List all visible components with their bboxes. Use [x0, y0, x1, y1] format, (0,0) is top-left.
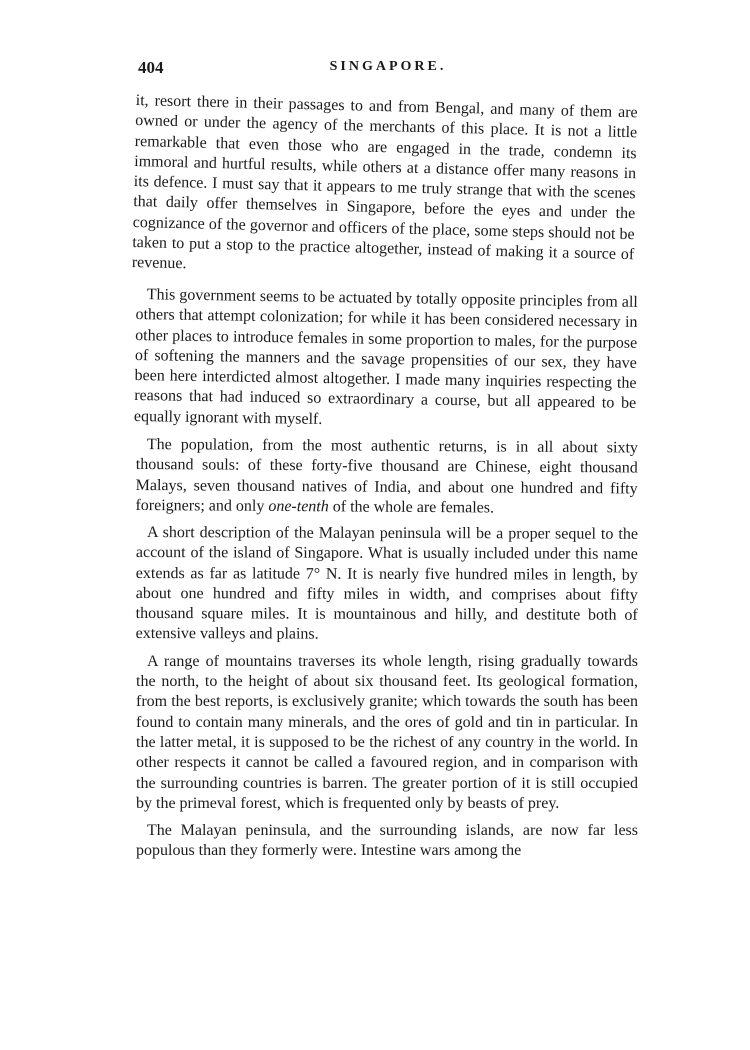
population-text-after: of the whole are females. [328, 497, 495, 517]
page-number: 404 [138, 58, 164, 77]
population-text-before: The population, from the most authentic returns, is in all about sixty thousand souls: of these forty-five thousand are Chinese, eight thousand Malays, seven thousand natives of India, and about one hundred and fifty foreigners; and only [135, 435, 638, 515]
paragraph-mountains-geology: A range of mountains traverses its whole length, rising gradually towards the north, to the height of about six thousand feet. Its geological formation, from the best reports, is exclusively granite; which towards the south has been found to contain many minerals, and the ores of gold and tin in particular. In the latter metal, it is supposed to be the richest of any country in the world. In other respects it cannot be called a favoured region, and in comparison with the surrounding countries is barren. The greater portion of it is still occupied by the primeval forest, which is frequented only by beasts of prey. [136, 652, 638, 812]
paragraph-government-females: This government seems to be actuated by totally opposite principles from all others that attempt colonization; for while it has been considered necessary in other places to introduce females in some proportion to males, for the purpose of softening the manners and the savage propensities of our sex, they have been here interdicted almost altogether. I made many inquiries respecting the reasons that had induced so extraordinary a course, but all appeared to be equally ignorant with myself. [133, 285, 638, 428]
running-title: SINGAPORE. [329, 59, 447, 74]
paragraph-malayan-peninsula: A short description of the Malayan peninsula will be a proper sequel to the account of the island of Singapore. What is usually included under this name extends as far as latitude 7° N. It is nearly five hundred miles in length, by about one hundred and fifty miles in width, and comprises about fifty thousand square miles. It is mountainous and hilly, and destitute both of extensive valleys and plains. [135, 523, 638, 644]
paragraph-population-decline: The Malayan peninsula, and the surrounding islands, are now far less populous than they formerly were. Intestine wars among the [136, 822, 638, 860]
population-italic-fraction: one-tenth [268, 497, 329, 515]
paragraph-population [135, 435, 638, 520]
body-text [131, 91, 638, 869]
page-header [138, 58, 638, 82]
paragraph-opium-trade: it, resort there in their passages to and from Bengal, and many of them are owned or under the agency of the merchants of this place. It is not a little remarkable that even those who are engaged in the trade, condemn its immoral and hurtful results, while others at a distance offer many reasons in its defence. I must say that it appears to me truly strange that with the scenes that daily offer themselves in Singapore, before the eyes and under the cognizance of the governor and officers of the place, some steps should not be taken to put a stop to the practice altogether, instead of making it a source of revenue. [131, 91, 638, 273]
